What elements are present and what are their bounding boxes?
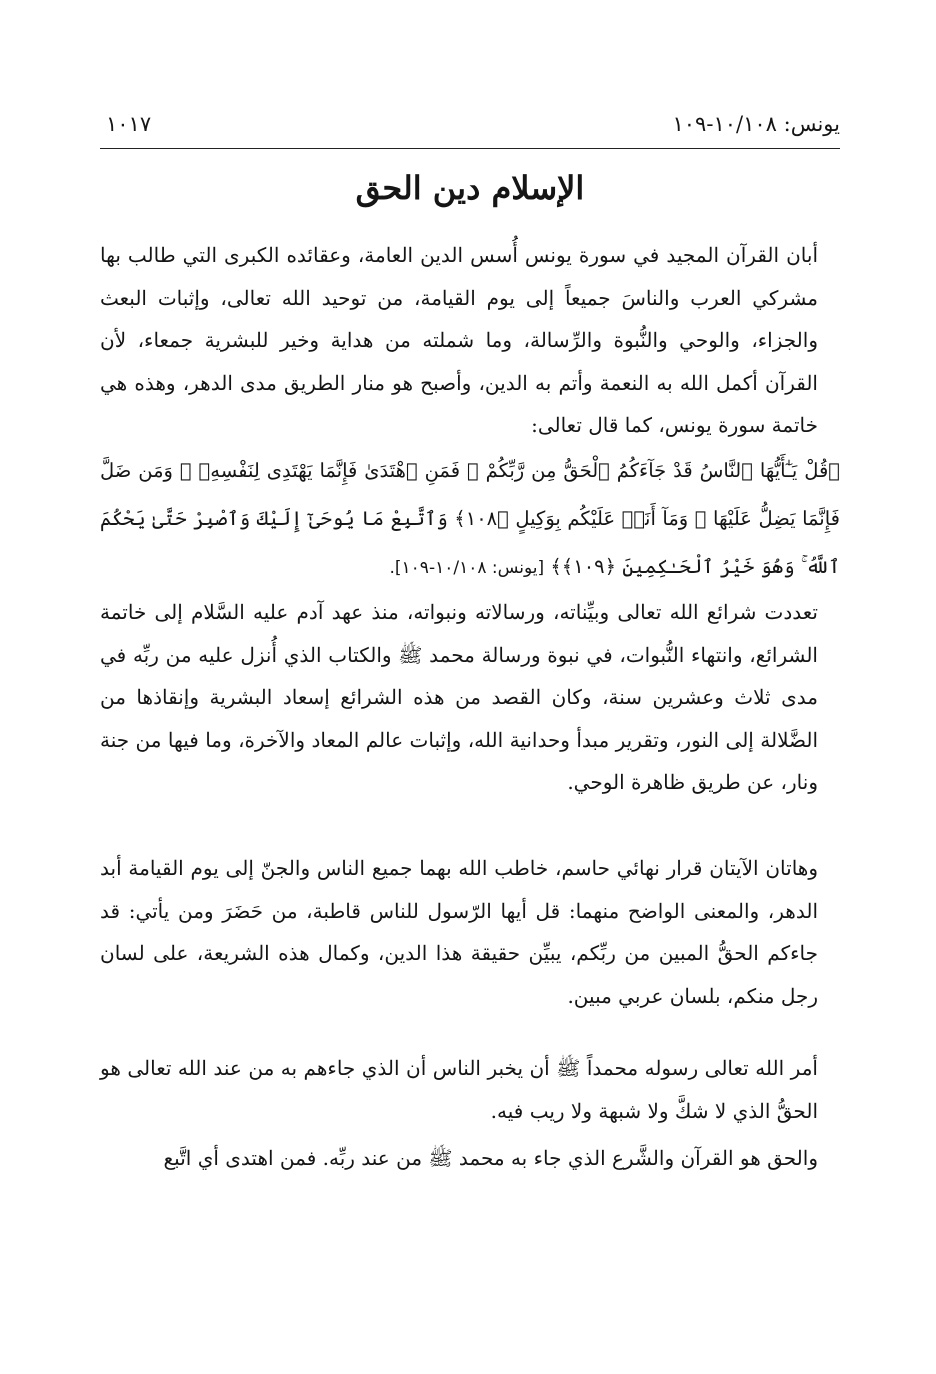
quran-verse-block <box>100 447 840 591</box>
header-divider <box>100 148 840 149</box>
header-surah-reference: يونس: ١٠/١٠٨-١٠٩ <box>672 112 840 136</box>
running-header <box>100 112 840 146</box>
quran-verse: ﴿قُلْ يَـٰٓأَيُّهَا ٱلنَّاسُ قَدْ جَآءَكُمُ ٱلْحَقُّ مِن رَّبِّكُمْ ۖ فَمَنِ ٱهْتَدَىٰ فَإِنَّمَا يَهْتَدِى لِنَفْسِهِۦ ۖ وَمَن ضَلَّ فَإِنَّمَا يَضِلُّ عَلَيْهَا ۖ وَمَآ أَنَا۠ عَلَيْكُم بِوَكِيلٍ ﴿١٠٨﴾ وَٱتَّبِعْ مَا يُوحَىٰٓ إِلَيْكَ وَٱصْبِرْ حَتَّىٰ يَحْكُمَ ٱللَّهُ ۚ وَهُوَ خَيْرُ ٱلْحَـٰكِمِينَ ﴿١٠٩﴾﴾ <box>100 459 840 578</box>
paragraph-command: أمر الله تعالى رسوله محمداً ﷺ أن يخبر الناس أن الذي جاءهم به من عند الله تعالى هو الحقُّ الذي لا شكَّ ولا شبهة ولا ريب فيه. <box>100 1056 818 1123</box>
body-text <box>100 234 840 1180</box>
page-number: ١٠١٧ <box>106 112 152 136</box>
paragraph-intro: أبان القرآن المجيد في سورة يونس أُسس الدين العامة، وعقائده الكبرى التي طالب بها مشركي العرب والناسَ جميعاً إلى يوم القيامة، من توحيد الله تعالى، وإثبات البعث والجزاء، والوحي والنُّبوة والرِّسالة، وما شملته من هداية وخير للبشرية جمعاء، لأن القرآن أكمل الله به النعمة وأتم به الدين، وأصبح هو منار الطريق مدى الدهر، وهذه هي خاتمة سورة يونس، كما قال تعالى: <box>100 243 819 438</box>
paragraph-truth: والحق هو القرآن والشَّرع الذي جاء به محمد ﷺ من عند ربِّه. فمن اهتدى أي اتَّبع <box>163 1146 818 1170</box>
paragraph-verses-meaning: وهاتان الآيتان قرار نهائي حاسم، خاطب الله بهما جميع الناس والجنّ إلى يوم القيامة أبد الدهر، والمعنى الواضح منهما: قل أيها الرّسول للناس قاطبة، من حَضَرَ ومن يأتي: قد جاءكم الحقُّ المبين من ربِّكم، يبيِّن حقيقة هذا الدين، وكمال هذه الشريعة، على لسان رجل منكم، بلسان عربي مبين. <box>100 856 818 1008</box>
chapter-title: الإسلام دين الحق <box>355 169 585 207</box>
paragraph-shariah: تعددت شرائع الله تعالى وبيِّناته، ورسالاته ونبواته، منذ عهد آدم عليه السَّلام إلى خاتمة الشرائع، وانتهاء النُّبوات، في نبوة ورسالة محمد ﷺ والكتاب الذي أُنزل عليه من ربِّه في مدى ثلاث وعشرين سنة، وكان القصد من هذه الشرائع إسعاد البشرية وإنقاذها من الضَّلالة إلى النور، وتقرير مبدأ وحدانية الله، وإثبات عالم المعاد والآخرة، وما فيها من جنة ونار، عن طريق ظاهرة الوحي. <box>100 600 818 795</box>
verse-reference: [يونس: ١٠/١٠٨-١٠٩]. <box>389 558 545 578</box>
